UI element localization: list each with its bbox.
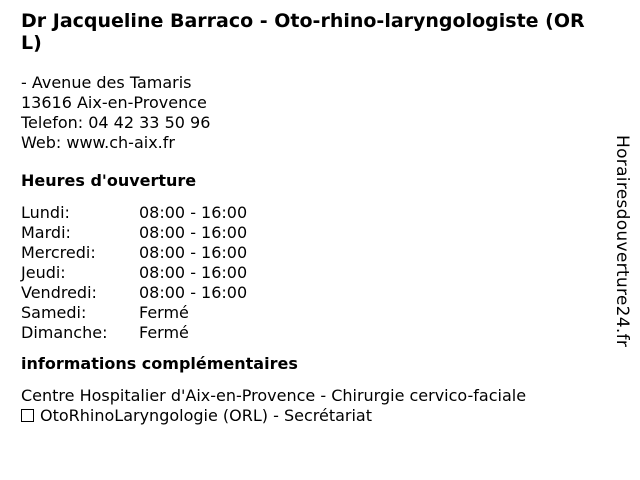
site-watermark: Horairesdouverture24.fr	[612, 135, 632, 348]
address-phone: Telefon: 04 42 33 50 96	[21, 113, 211, 132]
hours-day: Vendredi:	[21, 283, 97, 302]
address-web: Web: www.ch-aix.fr	[21, 133, 175, 152]
address-block	[21, 73, 601, 153]
hours-day: Mardi:	[21, 223, 71, 242]
hours-day: Jeudi:	[21, 263, 66, 282]
info-heading: informations complémentaires	[21, 354, 298, 373]
hours-time: Fermé	[139, 303, 189, 322]
hours-table	[21, 203, 601, 343]
hours-time: 08:00 - 16:00	[139, 243, 248, 262]
page-title: Dr Jacqueline Barraco - Oto-rhino-laryngologiste (ORL)	[21, 10, 585, 54]
info-block	[21, 386, 601, 426]
hours-time: Fermé	[139, 323, 189, 342]
info-line-specialty	[21, 406, 601, 426]
hours-row-friday	[21, 283, 601, 303]
doctor-listing	[21, 10, 601, 426]
address-street: - Avenue des Tamaris	[21, 73, 192, 92]
hours-row-sunday	[21, 323, 601, 343]
hours-row-thursday	[21, 263, 601, 283]
hours-row-monday	[21, 203, 601, 223]
hours-day: Samedi:	[21, 303, 87, 322]
info-line-specialty-text: OtoRhinoLaryngologie (ORL) - Secrétariat	[40, 406, 373, 425]
hours-row-tuesday	[21, 223, 601, 243]
hours-heading: Heures d'ouverture	[21, 171, 197, 190]
hours-time: 08:00 - 16:00	[139, 223, 248, 242]
hours-time: 08:00 - 16:00	[139, 263, 248, 282]
hours-time: 08:00 - 16:00	[139, 203, 248, 222]
checkbox-icon	[21, 409, 34, 422]
hours-day: Lundi:	[21, 203, 70, 222]
hours-time: 08:00 - 16:00	[139, 283, 248, 302]
hours-row-saturday	[21, 303, 601, 323]
address-city: 13616 Aix-en-Provence	[21, 93, 207, 112]
info-line-department: Centre Hospitalier d'Aix-en-Provence - Chirurgie cervico-faciale	[21, 386, 527, 405]
hours-day: Mercredi:	[21, 243, 96, 262]
hours-row-wednesday	[21, 243, 601, 263]
hours-day: Dimanche:	[21, 323, 108, 342]
